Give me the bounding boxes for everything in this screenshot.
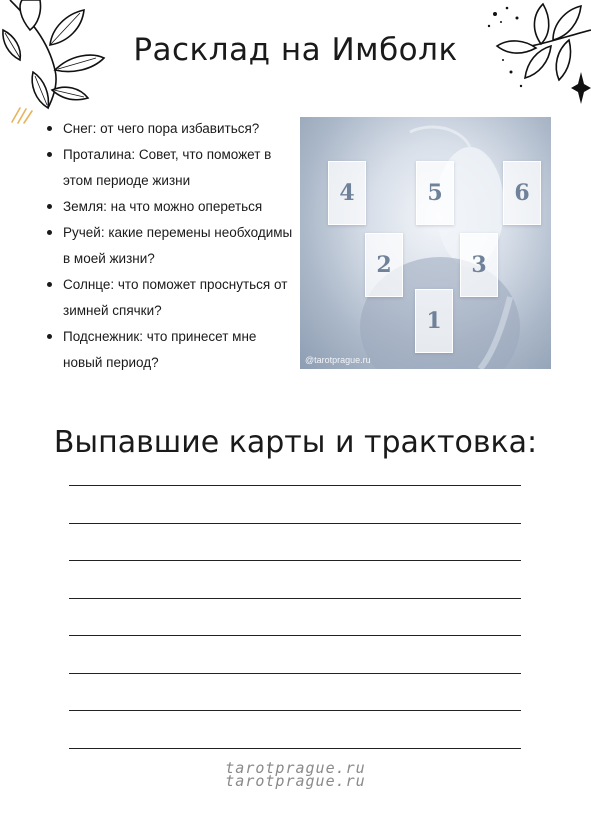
writing-line [69,635,521,636]
writing-line [69,523,521,524]
card-position-4: 4 [328,161,366,225]
writing-line [69,710,521,711]
list-item: Солнце: что поможет проснуться от зимней спячки? [44,272,294,324]
list-item: Снег: от чего пора избавиться? [44,116,294,142]
writing-line [69,598,521,599]
section-heading: Выпавшие карты и трактовка: [53,425,538,460]
card-position-5: 5 [416,161,454,225]
image-credit: @tarotprague.ru [305,355,371,365]
footer-watermark: tarotprague.ru [225,759,366,777]
writing-line [69,560,521,561]
card-position-3: 3 [460,233,498,297]
list-item: Проталина: Совет, что поможет в этом периоде жизни [44,142,294,194]
card-position-1: 1 [415,289,453,353]
writing-line [69,485,521,486]
list-item: Земля: на что можно опереться [44,194,294,220]
card-position-6: 6 [503,161,541,225]
writing-line [69,673,521,674]
page-title: Расклад на Имболк [133,32,458,68]
list-item: Ручей: какие перемены необходимы в моей жизни? [44,220,294,272]
card-position-2: 2 [365,233,403,297]
footer-watermark: tarotprague.ru [225,772,366,790]
list-item: Подснежник: что принесет мне новый период? [44,324,294,376]
spread-layout-image [300,117,551,369]
spread-positions-list [44,116,294,376]
sparkle-icon [8,104,36,126]
writing-line [69,748,521,749]
